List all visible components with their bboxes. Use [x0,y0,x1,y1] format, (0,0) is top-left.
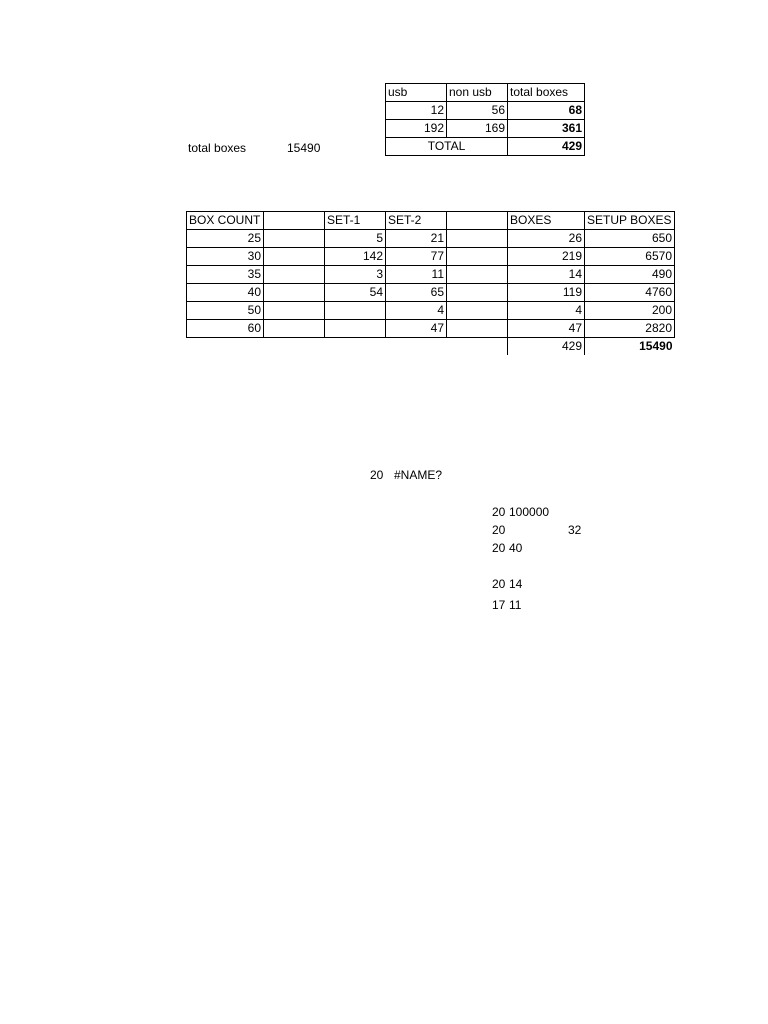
box-count-table [186,211,675,355]
cell: 192 [386,120,447,138]
cell: 54 [325,284,386,302]
header-non-usb: non usb [447,84,508,102]
empty-cell [447,338,508,356]
total-value: 429 [508,138,585,156]
cell: 47 [386,320,447,338]
misc-value: 11 [509,598,522,612]
cell: 200 [585,302,675,320]
total-setup-cell: 15490 [585,338,675,356]
cell: 490 [585,266,675,284]
misc-value: 20 [492,577,506,591]
header-blank [264,212,325,230]
misc-value: 40 [509,541,523,555]
misc-error: #NAME? [394,468,443,482]
total-boxes-cell: 429 [508,338,585,356]
cell: 14 [508,266,585,284]
empty-cell [264,338,325,356]
misc-value: 32 [568,523,582,537]
cell [447,320,508,338]
table-header-row [187,212,675,230]
header-box-count: BOX COUNT [187,212,264,230]
table-row [187,302,675,320]
cell [447,266,508,284]
header-boxes: BOXES [508,212,585,230]
cell: 12 [386,102,447,120]
misc-value: 20 [492,541,506,555]
cell: 361 [508,120,585,138]
cell [325,320,386,338]
table-row [386,138,585,156]
cell: 119 [508,284,585,302]
total-boxes-label: total boxes [188,141,247,155]
cell: 77 [386,248,447,266]
cell: 650 [585,230,675,248]
header-set-2: SET-2 [386,212,447,230]
cell [264,302,325,320]
misc-value: 20 [492,505,506,519]
cell: 65 [386,284,447,302]
cell [264,284,325,302]
cell: 11 [386,266,447,284]
cell: 3 [325,266,386,284]
table-row [187,230,675,248]
cell: 60 [187,320,264,338]
cell: 35 [187,266,264,284]
table-row [386,84,585,102]
table-row [187,266,675,284]
misc-value: 14 [509,577,523,591]
cell [447,230,508,248]
total-boxes-value: 15490 [287,141,321,155]
cell [325,302,386,320]
cell [447,302,508,320]
cell: 68 [508,102,585,120]
cell: 219 [508,248,585,266]
cell: 4760 [585,284,675,302]
table-row [386,120,585,138]
cell [264,320,325,338]
misc-value: 20 [492,523,506,537]
header-total-boxes: total boxes [508,84,585,102]
cell: 25 [187,230,264,248]
total-label: TOTAL [386,138,508,156]
header-blank [447,212,508,230]
cell [447,248,508,266]
cell: 6570 [585,248,675,266]
cell: 169 [447,120,508,138]
empty-cell [187,338,264,356]
misc-value: 100000 [509,505,550,519]
header-usb: usb [386,84,447,102]
cell: 47 [508,320,585,338]
cell: 5 [325,230,386,248]
cell: 50 [187,302,264,320]
cell: 4 [386,302,447,320]
totals-row [187,338,675,356]
cell: 21 [386,230,447,248]
misc-value: 20 [370,468,384,482]
table-row [386,102,585,120]
table-row [187,248,675,266]
cell: 2820 [585,320,675,338]
cell: 56 [447,102,508,120]
table-row [187,284,675,302]
cell: 142 [325,248,386,266]
cell: 30 [187,248,264,266]
cell [447,284,508,302]
empty-cell [325,338,386,356]
cell [264,230,325,248]
summary-table [385,83,585,156]
cell [264,266,325,284]
misc-value: 17 [492,598,506,612]
header-set-1: SET-1 [325,212,386,230]
header-setup-boxes: SETUP BOXES [585,212,675,230]
cell: 26 [508,230,585,248]
cell [264,248,325,266]
cell: 4 [508,302,585,320]
empty-cell [386,338,447,356]
table-row [187,320,675,338]
cell: 40 [187,284,264,302]
